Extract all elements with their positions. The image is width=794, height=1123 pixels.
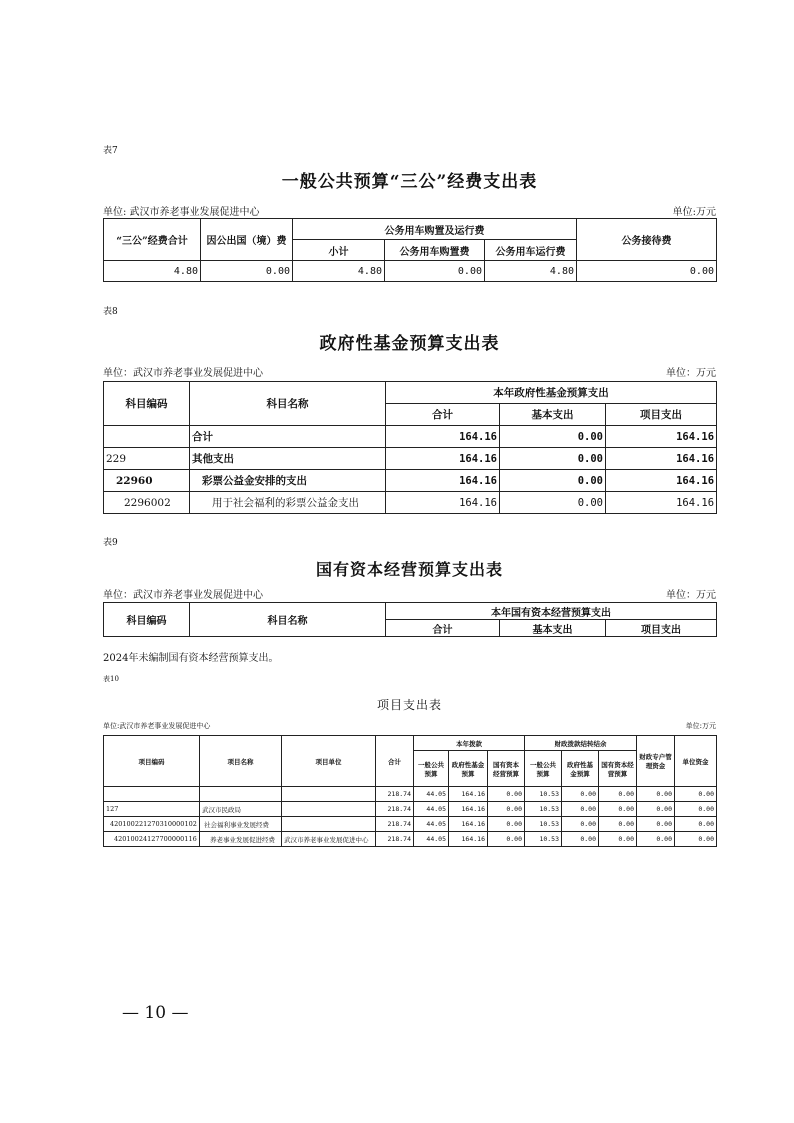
header-code: 科目编码 [104,603,190,637]
cell-code: 127 [104,802,200,817]
cell-value: 0.00 [637,817,675,832]
table-row [104,817,717,832]
table10 [103,735,717,847]
header-general: 一般公共预算 [414,751,449,787]
header-name: 科目名称 [190,603,386,637]
table-row [104,787,717,802]
cell-value: 0.00 [488,787,525,802]
cell-value: 10.53 [525,832,562,847]
cell-value: 0.00 [599,832,637,847]
table-row [104,261,717,282]
cell-code: 42010022127031000010​2 [104,817,200,832]
cell-value: 0.00 [562,802,599,817]
header-name: 科目名称 [190,382,386,426]
cell-total: 164.16 [386,448,500,470]
table9-unit-left: 单位：武汉市养老事业发展促进中心 [103,590,263,601]
cell-unit [282,817,376,832]
header-fund: 政府性基金预算 [449,751,488,787]
cell-value: 10.53 [525,817,562,832]
table8 [103,381,717,514]
cell-code: 2296002 [104,492,190,514]
cell-name: 武汉市民政局 [200,802,282,817]
header-group: 本年国有资本经营预算支出 [386,603,717,620]
header-purchase: 公务用车购置费 [385,240,485,261]
table10-section [103,672,716,862]
cell-purchase: 0.00 [385,261,485,282]
table10-unit-left: 单位:武汉市养老事业发展促进中心 [103,722,211,730]
cell-value: 164.16 [449,817,488,832]
header-abroad: 因公出国（境）费 [201,219,293,261]
cell-value: 0.00 [599,802,637,817]
cell-unit [282,787,376,802]
table-row [104,448,717,470]
cell-basic: 0.00 [500,492,606,514]
cell-project: 164.16 [606,492,717,514]
table7-title: 一般公共预算“三公”经费支出表 [281,172,538,192]
cell-project: 164.16 [606,426,717,448]
cell-name: 用于社会福利的彩票公益金支出 [190,492,386,514]
cell-abroad: 0.00 [201,261,293,282]
cell-value: 10.53 [525,787,562,802]
table9 [103,602,717,637]
table8-title: 政府性基金预算支出表 [319,334,500,354]
cell-value: 0.00 [675,817,717,832]
cell-reception: 0.00 [577,261,717,282]
cell-value: 0.00 [637,802,675,817]
cell-value: 10.53 [525,802,562,817]
cell-value: 0.00 [599,817,637,832]
table7-tag: 表7 [103,146,118,156]
cell-name: 合计 [190,426,386,448]
cell-value: 218.74 [376,787,414,802]
table9-unit-right: 单位：万元 [666,590,716,601]
cell-code: 4201002412770000​0116 [104,832,200,847]
table10-unit-right: 单位:万元 [685,722,716,730]
cell-code [104,787,200,802]
cell-basic: 0.00 [500,448,606,470]
table7 [103,218,717,282]
header-basic: 基本支出 [500,620,606,637]
cell-project: 164.16 [606,448,717,470]
header-total: 合计 [376,736,414,787]
cell-total: 4.80 [104,261,201,282]
cell-value: 0.00 [562,817,599,832]
header-total: 合计 [386,404,500,426]
header-name: 项目名称 [200,736,282,787]
cell-name: 养老事业发展促进经费 [200,832,282,847]
table-row [104,802,717,817]
table9-tag: 表9 [103,538,118,548]
table-row [104,426,717,448]
cell-unit: 武汉市养老事业发展促进中心 [282,832,376,847]
header-carry-capital: 国有资本经营预算 [599,751,637,787]
header-current-group: 本年拨款 [414,736,525,751]
cell-value: 0.00 [675,832,717,847]
cell-value: 44.05 [414,832,449,847]
cell-total: 164.16 [386,470,500,492]
cell-project: 164.16 [606,470,717,492]
header-own: 单位资金 [675,736,717,787]
header-vehicle-group: 公务用车购置及运行费 [293,219,577,240]
header-carry-fund: 政府性基金预算 [562,751,599,787]
table7-unit-right: 单位:万元 [672,207,716,218]
cell-value: 218.74 [376,802,414,817]
table9-title: 国有资本经营预算支出表 [315,560,503,579]
header-code: 项目编码 [104,736,200,787]
cell-value: 44.05 [414,787,449,802]
cell-value: 164.16 [449,802,488,817]
header-total: “三公”经费合计 [104,219,201,261]
cell-code: 229 [104,448,190,470]
cell-unit [282,802,376,817]
cell-value: 0.00 [599,787,637,802]
table-row [104,492,717,514]
cell-basic: 0.00 [500,426,606,448]
cell-operation: 4.80 [485,261,577,282]
table8-section [103,301,716,521]
table8-unit-left: 单位：武汉市养老事业发展促进中心 [103,368,263,379]
table-row [104,736,717,751]
cell-value: 0.00 [488,802,525,817]
cell-name: 社会福利事业发展经费 [200,817,282,832]
cell-value: 0.00 [637,832,675,847]
page-number: — 10 — [122,1003,189,1023]
header-code: 科目编码 [104,382,190,426]
cell-value: 164.16 [449,832,488,847]
header-carry-general: 一般公共预算 [525,751,562,787]
header-reception: 公务接待费 [577,219,717,261]
cell-name: 彩票公益金安排的支出 [190,470,386,492]
cell-value: 44.05 [414,802,449,817]
cell-value: 218.74 [376,832,414,847]
header-operation: 公务用车运行费 [485,240,577,261]
cell-total: 164.16 [386,492,500,514]
cell-name: 其他支出 [190,448,386,470]
header-group: 本年政府性基金预算支出 [386,382,717,404]
table7-section [103,140,716,288]
table-row [104,832,717,847]
table-row [104,603,717,620]
cell-code: 22960 [104,470,190,492]
header-project: 项目支出 [606,620,717,637]
cell-value: 0.00 [675,802,717,817]
cell-code [104,426,190,448]
table8-tag: 表8 [103,307,118,317]
cell-value: 218.74 [376,817,414,832]
table10-title: 项目支出表 [376,698,442,712]
header-unit: 项目单位 [282,736,376,787]
cell-value: 0.00 [562,787,599,802]
table7-unit-left: 单位: 武汉市养老事业发展促进中心 [103,207,260,218]
cell-name [200,787,282,802]
table9-note: 2024年未编制国有资本经营预算支出。 [103,653,279,664]
header-total: 合计 [386,620,500,637]
cell-value: 0.00 [675,787,717,802]
table9-section [103,532,716,664]
table10-tag: 表10 [103,675,119,683]
cell-value: 0.00 [637,787,675,802]
cell-value: 0.00 [488,832,525,847]
header-special: 财政专户管理资金 [637,736,675,787]
cell-value: 0.00 [488,817,525,832]
header-basic: 基本支出 [500,404,606,426]
cell-value: 44.05 [414,817,449,832]
cell-subtotal: 4.80 [293,261,385,282]
table-row [104,382,717,404]
header-carry-group: 财政拨款结转结余 [525,736,637,751]
cell-total: 164.16 [386,426,500,448]
header-subtotal: 小计 [293,240,385,261]
cell-value: 164.16 [449,787,488,802]
header-project: 项目支出 [606,404,717,426]
cell-basic: 0.00 [500,470,606,492]
table-row [104,470,717,492]
table8-unit-right: 单位：万元 [666,368,716,379]
header-capital: 国有资本经营预算 [488,751,525,787]
table-row [104,219,717,240]
cell-value: 0.00 [562,832,599,847]
